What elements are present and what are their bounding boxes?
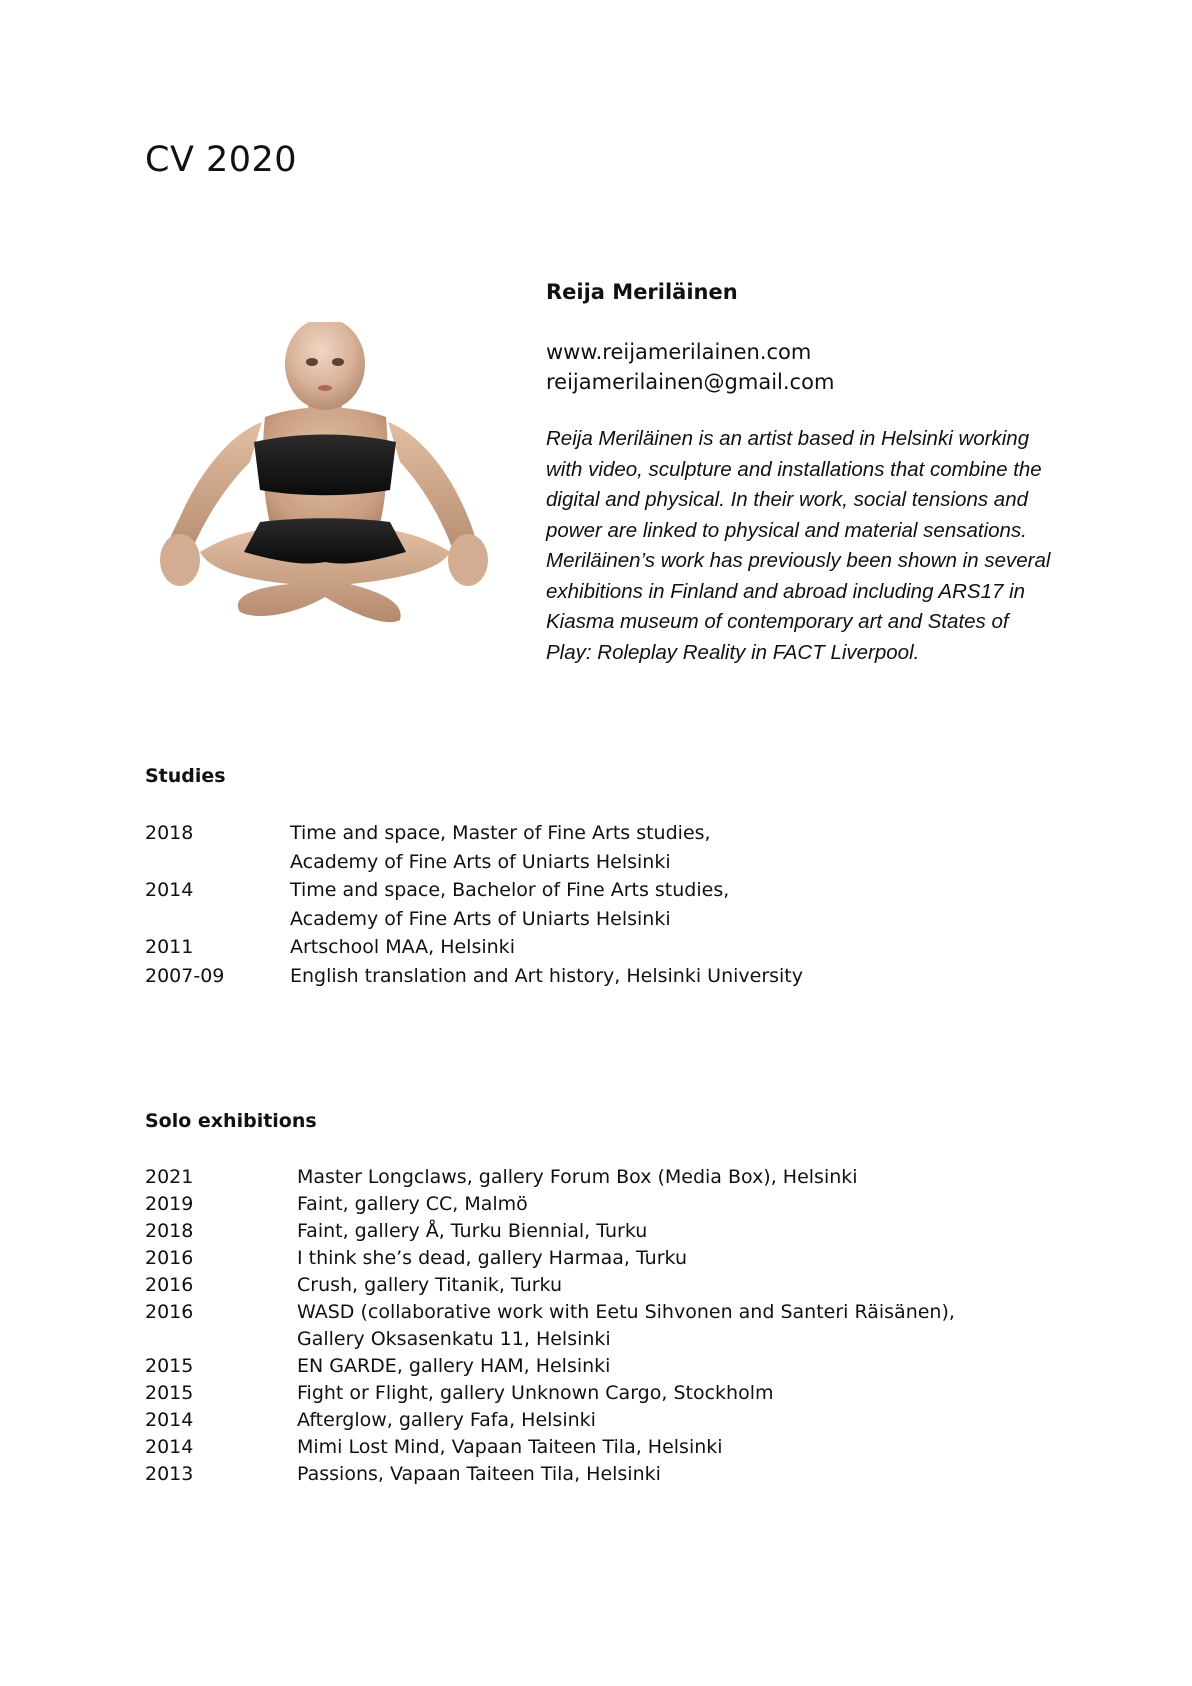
list-item [145,1164,1045,1191]
list-item [145,1299,1045,1353]
entry-description [297,1245,687,1272]
entry-line: Mimi Lost Mind, Vapaan Taiteen Tila, Helsinki [297,1436,723,1458]
entry-description [297,1164,858,1191]
entry-year: 2014 [145,1409,194,1431]
entry-year: 2007-09 [145,964,225,987]
entry-line: Master Longclaws, gallery Forum Box (Media Box), Helsinki [297,1166,858,1188]
entry-description [290,819,711,876]
avatar-icon [150,322,500,687]
entry-description [297,1299,955,1353]
entry-year: 2014 [145,1436,194,1458]
entry-description [297,1380,773,1407]
entry-description [297,1461,661,1488]
entry-year: 2019 [145,1193,194,1215]
list-item [145,1245,1045,1272]
list-item [145,876,1045,933]
section-heading-studies: Studies [145,765,226,787]
entry-year: 2011 [145,936,194,958]
entry-year: 2016 [145,1301,194,1323]
entry-description [290,933,515,962]
entry-description [297,1407,596,1434]
contact-info [546,337,1066,397]
list-item [145,1191,1045,1218]
entry-line: Academy of Fine Arts of Uniarts Helsinki [290,850,671,873]
entry-line: Crush, gallery Titanik, Turku [297,1274,563,1296]
entry-line: WASD (collaborative work with Eetu Sihvonen and Santeri Räisänen), [297,1301,955,1323]
entry-description [290,876,729,933]
entry-year: 2013 [145,1463,194,1485]
list-item [145,1461,1045,1488]
entry-year: 2016 [145,1274,194,1296]
list-item [145,933,1045,962]
entry-description [297,1353,610,1380]
entry-line: Afterglow, gallery Fafa, Helsinki [297,1409,596,1431]
entry-line: Academy of Fine Arts of Uniarts Helsinki [290,907,671,930]
entry-line: Artschool MAA, Helsinki [290,936,515,958]
list-item [145,1407,1045,1434]
entry-line: Gallery Oksasenkatu 11, Helsinki [297,1328,611,1350]
artist-figure-image [150,322,500,687]
entry-description [297,1434,723,1461]
list-item [145,1434,1045,1461]
list-item [145,1353,1045,1380]
solo-exhibitions-section [145,1108,1045,1488]
list-item [145,1272,1045,1299]
entry-line: Faint, gallery CC, Malmö [297,1193,528,1215]
entry-line: EN GARDE, gallery HAM, Helsinki [297,1355,611,1377]
entry-line: I think she’s dead, gallery Harmaa, Turku [297,1247,688,1269]
entry-year: 2015 [145,1382,194,1404]
entry-year: 2021 [145,1166,194,1188]
section-heading-solo-exhibitions: Solo exhibitions [145,1110,317,1132]
list-item [145,1380,1045,1407]
entry-line: Time and space, Bachelor of Fine Arts studies, [290,879,730,901]
artist-name: Reija Meriläinen [546,280,738,304]
entry-line: Faint, gallery Å, Turku Biennial, Turku [297,1220,648,1242]
entry-description [297,1272,562,1299]
entry-line: English translation and Art history, Helsinki University [290,964,803,987]
entry-year: 2015 [145,1355,194,1377]
artist-bio: Reija Meriläinen is an artist based in Helsinki working with video, sculpture and installations that combine the digital and physical. In their work, social tensions and power are linked to physical and material sensations. Meriläinen’s work has previously been shown in several exhibitions in Finland and abroad including ARS17 in Kiasma museum of contemporary art and States of Play: Roleplay Reality in FACT Liverpool. [546,427,1051,664]
entry-year: 2016 [145,1247,194,1269]
entry-year: 2014 [145,879,194,901]
studies-section [145,763,1045,990]
profile-block [546,277,1066,668]
email-link[interactable]: reijamerilainen@gmail.com [546,370,835,394]
website-link[interactable]: www.reijamerilainen.com [546,340,812,364]
list-item [145,962,1045,991]
list-item [145,819,1045,876]
list-item [145,1218,1045,1245]
entry-description [297,1218,647,1245]
entry-line: Passions, Vapaan Taiteen Tila, Helsinki [297,1463,661,1485]
entry-year: 2018 [145,1220,194,1242]
entry-year: 2018 [145,822,194,844]
solo-exhibitions-list [145,1164,1045,1488]
entry-line: Time and space, Master of Fine Arts studies, [290,822,711,844]
page-title: CV 2020 [145,140,298,180]
entry-line: Fight or Flight, gallery Unknown Cargo, Stockholm [297,1382,774,1404]
entry-description [290,962,803,991]
studies-list [145,819,1045,990]
entry-description [297,1191,528,1218]
